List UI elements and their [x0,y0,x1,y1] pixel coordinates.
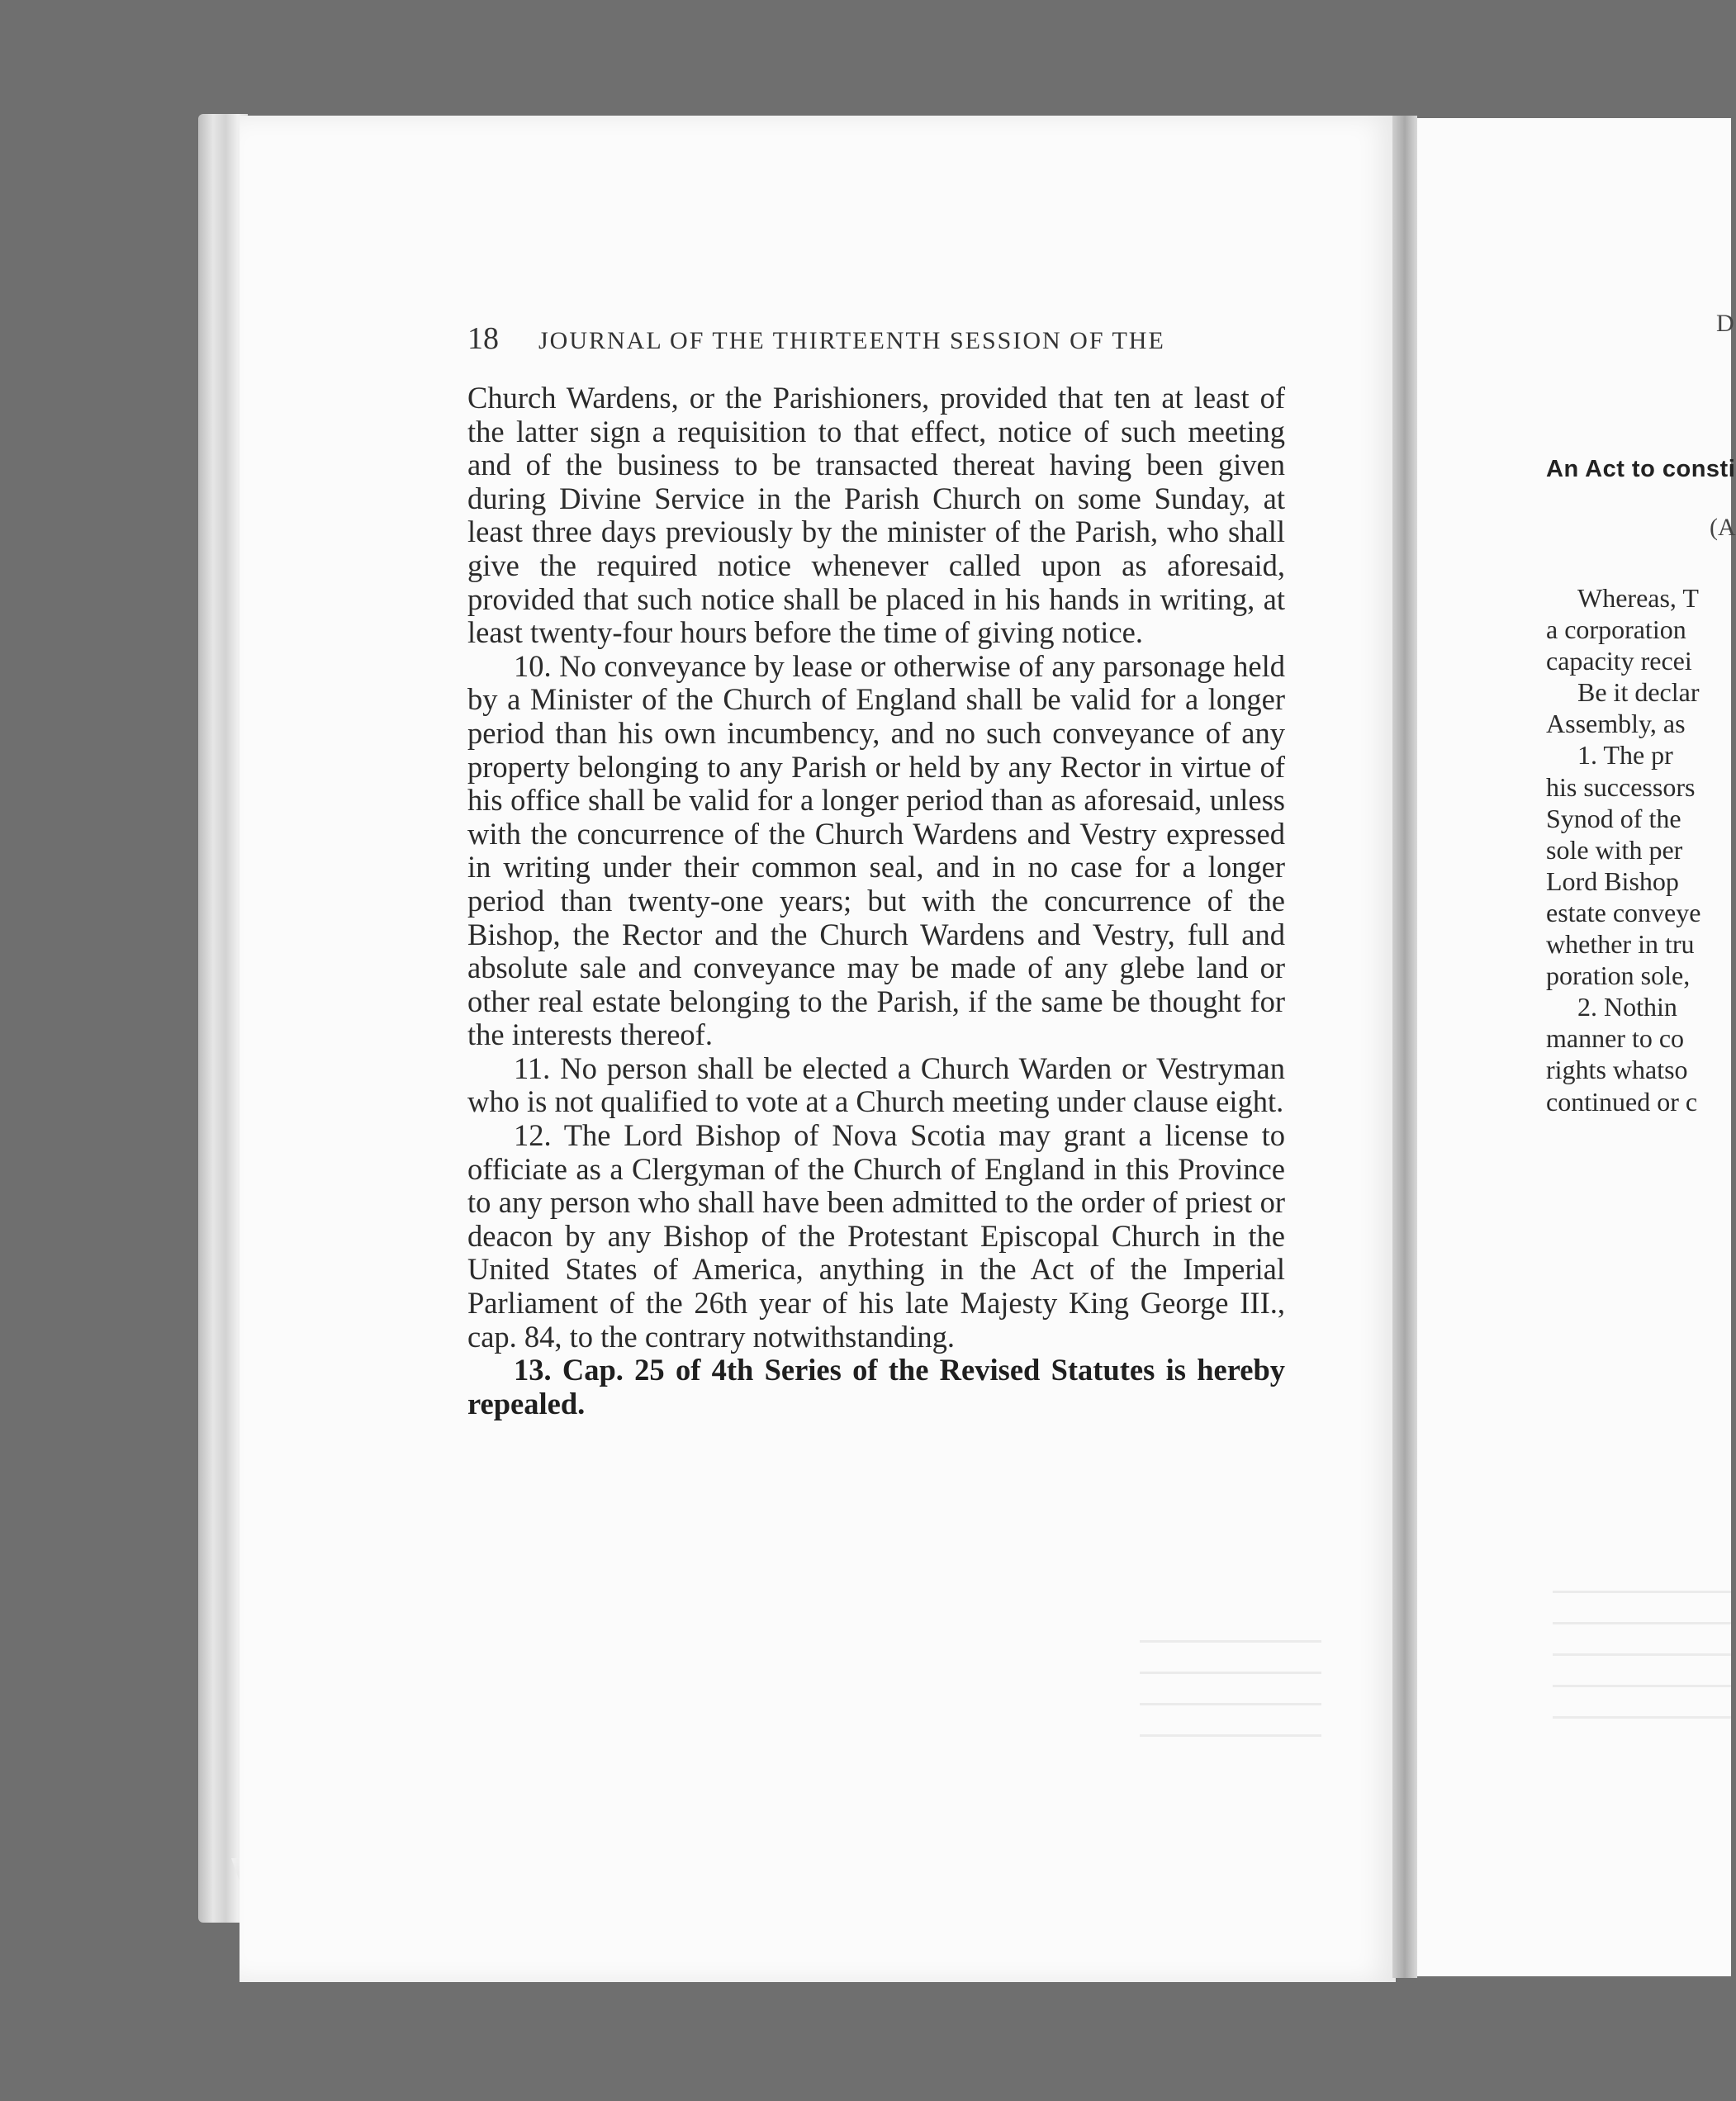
right-line: poration sole, [1546,960,1691,991]
right-line: 1. The pr [1577,740,1673,771]
running-head-title: JOURNAL OF THE THIRTEENTH SESSION OF THE [538,327,1165,354]
clause-12: 12. The Lord Bishop of Nova Scotia may grant a license to officiate as a Clergyman of the Church of England in this Province to any person who shall have been admitted to the order of priest or deacon by any Bishop of the Protestant Episcopal Church in the United States of America, anything in the Act of the Imperial Parliament of the 26th year of his late Majesty King George III., cap. 84, to the contrary notwithstanding. [467,1118,1285,1354]
act-title: An Act to consti [1546,456,1736,482]
right-line: sole with per [1546,834,1683,865]
page-number: 18 [467,321,499,356]
paragraph-continuation: Church Wardens, or the Parishioners, provided that ten at least of the latter sign a requisition to that effect, notice of such meeting and of the business to be transacted thereat having been given during Divine Service in the Parish Church on some Sunday, at least three days previously by the minister of the Parish, who shall give the required notice whenever called upon as aforesaid, provided that such notice shall be placed in his hands in writing, at least twenty-four hours before the time of giving notice. [467,381,1285,650]
show-through-text-right [1553,1569,1731,1734]
right-line: manner to co [1546,1023,1685,1054]
right-line: his successors [1546,771,1696,802]
act-subtitle: (A [1710,514,1736,541]
right-line: estate conveye [1546,897,1701,927]
right-line: continued or c [1546,1086,1698,1117]
right-line: Synod of the [1546,803,1681,833]
clause-13: 13. Cap. 25 of 4th Series of the Revised Statutes is hereby repealed. [467,1353,1285,1420]
running-head [467,320,1293,362]
clause-11: 11. No person shall be elected a Church Warden or Vestryman who is not qualified to vote at a Church meeting under clause eight. [467,1050,1285,1119]
right-line: a corporation [1546,614,1686,645]
right-line: Be it declar [1577,677,1700,708]
right-line: rights whatso [1546,1055,1688,1085]
right-line: 2. Nothin [1577,992,1677,1022]
right-page-body [1546,582,1736,1117]
right-line: capacity recei [1546,646,1692,676]
right-running-head: D [1716,310,1734,337]
right-line: Assembly, as [1546,709,1686,739]
show-through-text [1140,1619,1321,1751]
right-line: Whereas, T [1577,583,1699,613]
clause-10: 10. No conveyance by lease or otherwise of any parsonage held by a Minister of the Church of England shall be valid for a longer period than his own incumbency, and no such conveyance of any property belonging to any Parish or held by any Rector in virtue of his office shall be valid for a longer period than as aforesaid, unless with the concurrence of the Church Wardens and Vestry expressed in writing under their common seal, and in no case for a longer period than twenty-one years; but with the concurrence of the Bishop, the Rector and the Church Wardens and Vestry, full and absolute sale and conveyance may be made of any glebe land or other real estate belonging to the Parish, if the same be thought for the interests thereof. [467,648,1285,1052]
right-line: Lord Bishop [1546,866,1679,896]
right-line: whether in tru [1546,929,1695,960]
book-gutter [1392,116,1417,1978]
page-body [467,382,1285,1420]
